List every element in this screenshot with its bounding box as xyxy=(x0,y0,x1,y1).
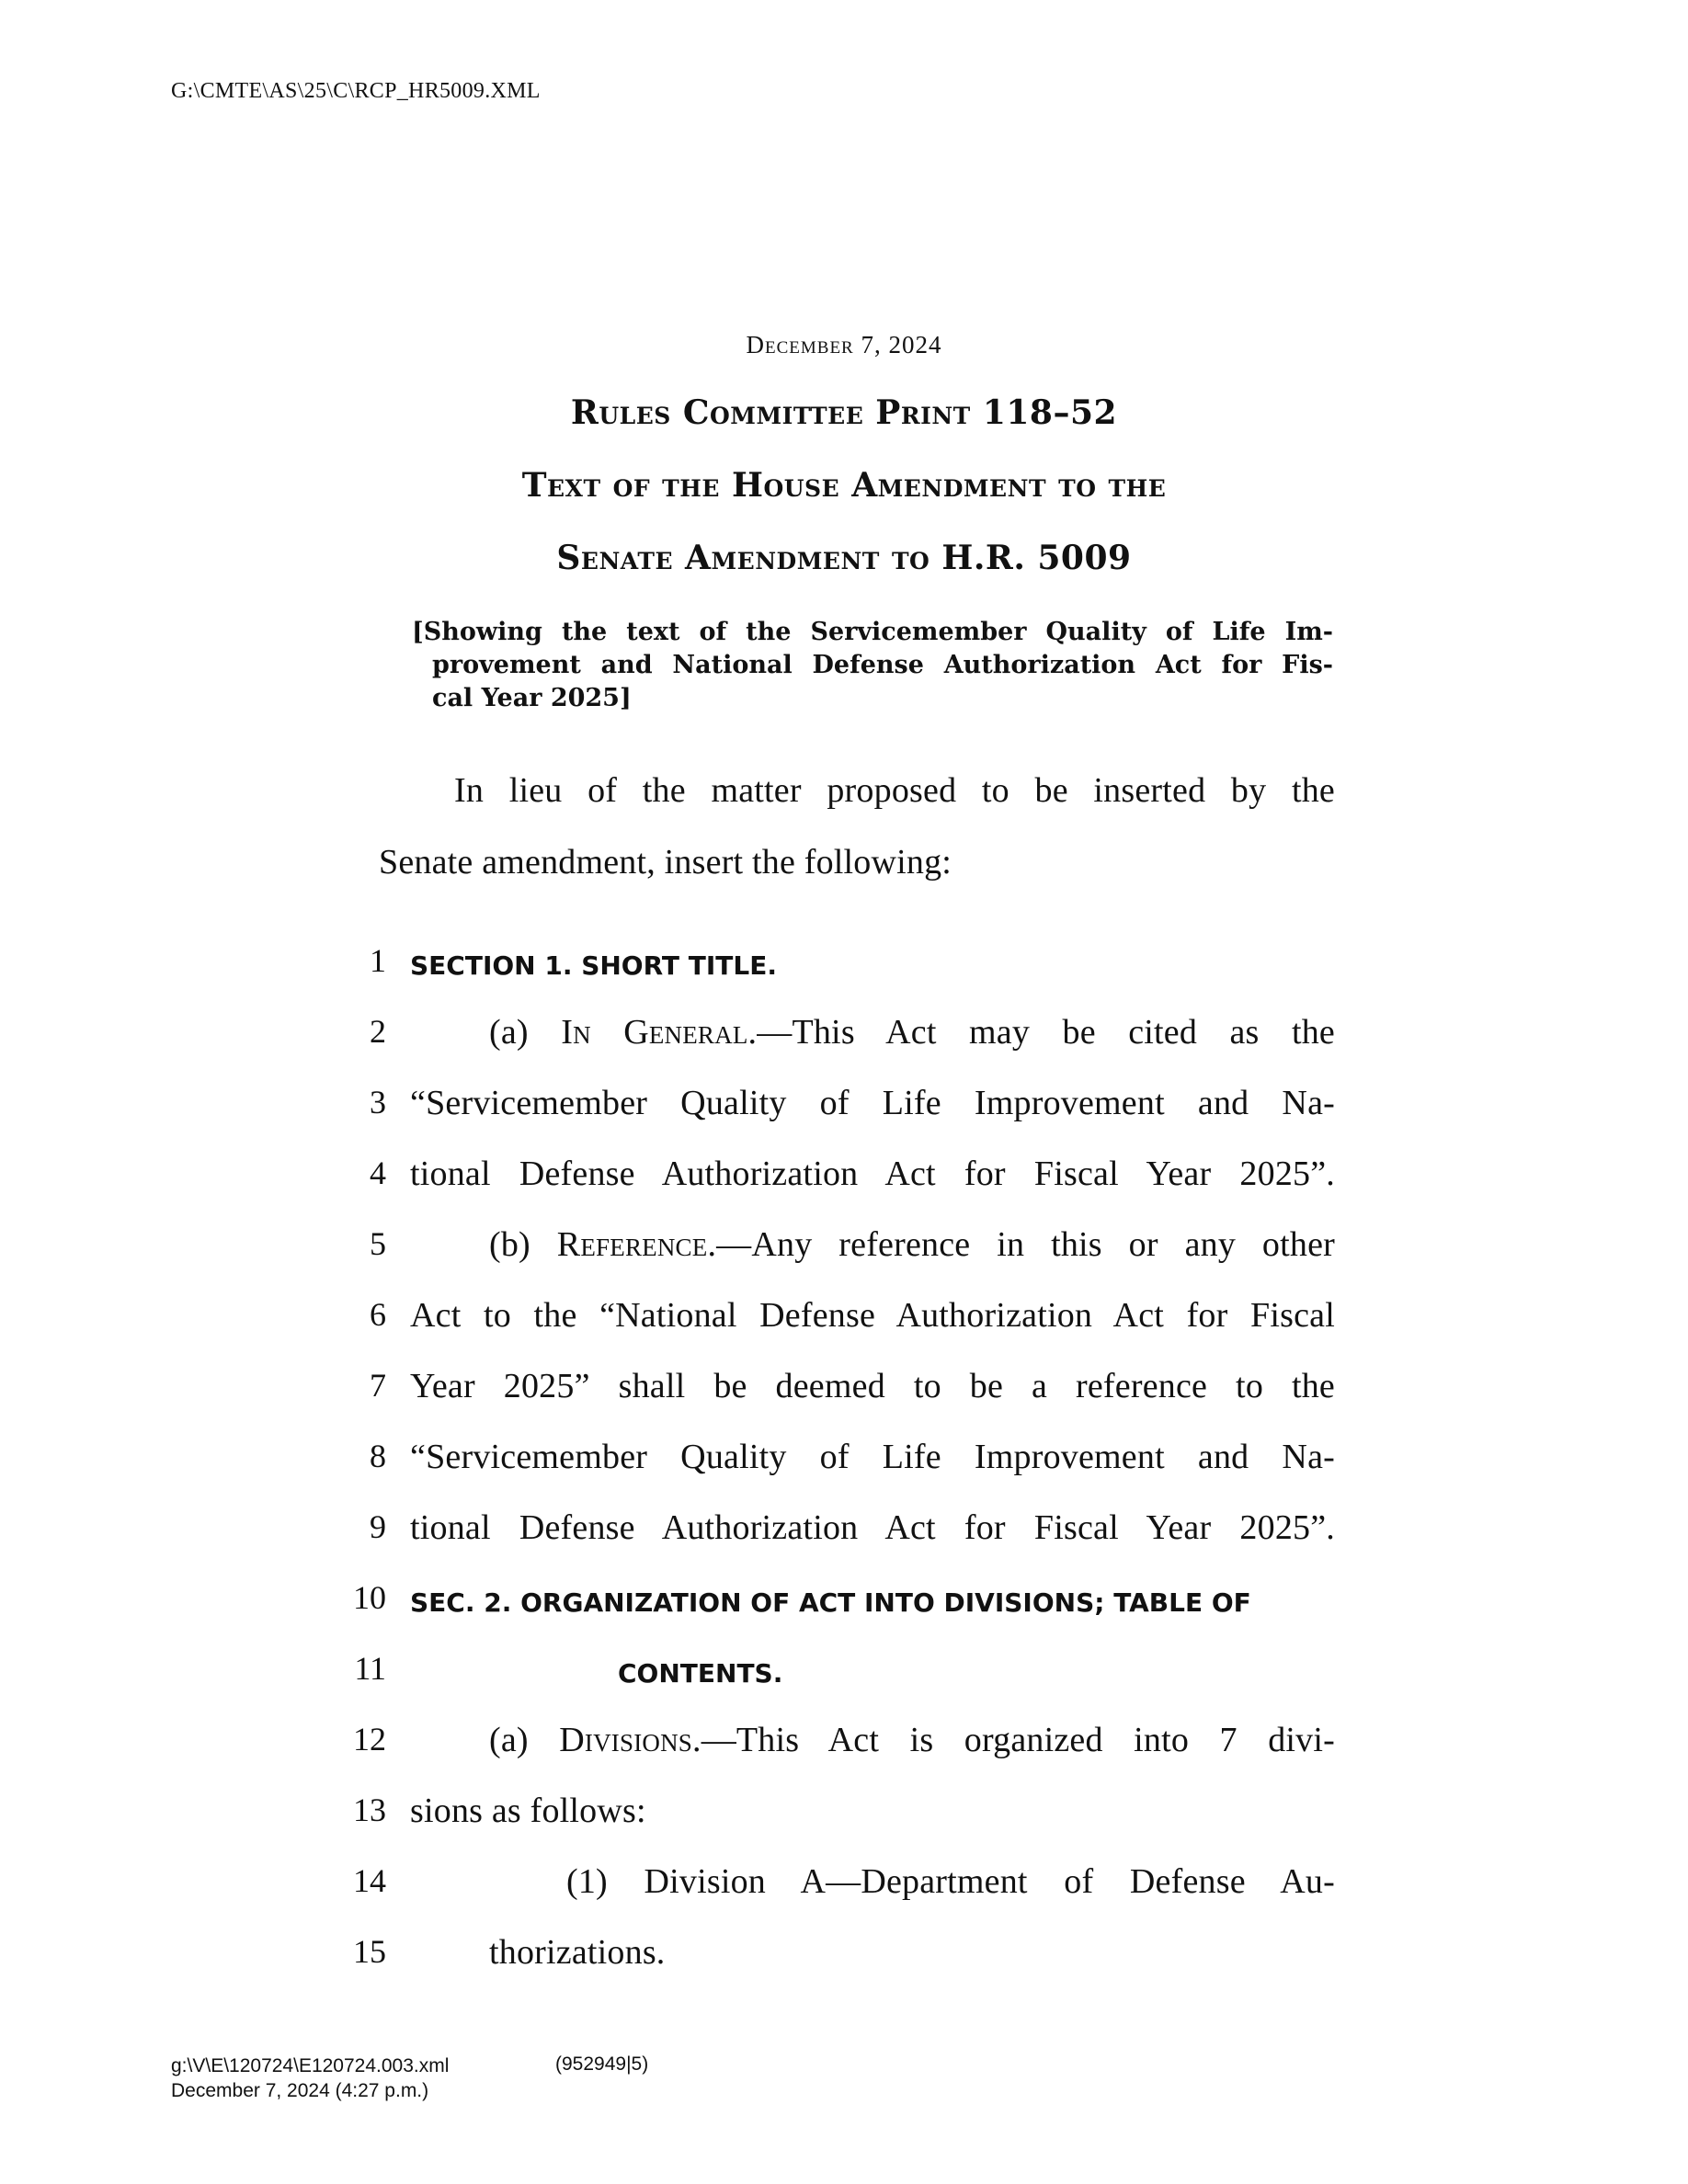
line-number: 7 xyxy=(370,1367,386,1404)
body-line-text: .—Any reference in this or any other xyxy=(707,1225,1336,1264)
body-line xyxy=(489,1224,1335,1265)
bracket-note-line-3: cal Year 2025] xyxy=(432,684,632,712)
body-line: sions as follows: xyxy=(410,1792,646,1830)
subsection-label: (a) xyxy=(489,1721,560,1759)
body-line: (1) Division A—Department of Defense Au- xyxy=(566,1862,1335,1901)
body-line xyxy=(489,1720,1335,1760)
line-number: 3 xyxy=(370,1084,386,1120)
body-line-text: .—This Act is organized into 7 divi- xyxy=(692,1721,1335,1759)
print-date: December 7, 2024 xyxy=(746,331,942,358)
footer-info xyxy=(171,2053,449,2103)
bracket-note-line-1: [Showing the text of the Servicemember Quality of Life Im- xyxy=(412,618,1333,646)
bracket-note xyxy=(412,616,1333,715)
bracket-note-line-2: provement and National Defense Authorization Act for Fis- xyxy=(432,651,1333,679)
line-number: 13 xyxy=(353,1792,386,1828)
footer-code: (952949|5) xyxy=(555,2053,649,2075)
title-line-1: Rules Committee Print 118–52 xyxy=(570,393,1118,432)
subsection-heading: In General xyxy=(561,1013,748,1052)
body-line: “Servicemember Quality of Life Improvement and Na- xyxy=(410,1084,1335,1122)
body-line: tional Defense Authorization Act for Fiscal Year 2025”. xyxy=(410,1508,1335,1547)
line-number: 10 xyxy=(353,1579,386,1616)
body-line: Act to the “National Defense Authorization Act for Fiscal xyxy=(410,1296,1335,1335)
body-line-text: .—This Act may be cited as the xyxy=(747,1013,1335,1052)
line-number: 9 xyxy=(370,1508,386,1545)
line-number: 5 xyxy=(370,1225,386,1262)
line-number: 1 xyxy=(370,942,386,979)
subsection-heading: Divisions xyxy=(559,1721,692,1759)
line-number: 12 xyxy=(353,1721,386,1757)
body-line: “Servicemember Quality of Life Improvement and Na- xyxy=(410,1438,1335,1476)
footer-file-ref: g:\V\E\120724\E120724.003.xml xyxy=(171,2055,450,2076)
title-line-3: Senate Amendment to H.R. 5009 xyxy=(556,539,1132,577)
line-number: 2 xyxy=(370,1013,386,1050)
body-line xyxy=(489,1012,1335,1052)
section-heading-continued: CONTENTS. xyxy=(618,1658,783,1689)
file-path-header: G:\CMTE\AS\25\C\RCP_HR5009.XML xyxy=(171,79,541,103)
intro-line-1: In lieu of the matter proposed to be inserted by the xyxy=(454,771,1335,810)
line-number: 11 xyxy=(354,1650,386,1687)
subsection-label: (b) xyxy=(489,1225,557,1264)
body-line: Year 2025” shall be deemed to be a reference to the xyxy=(410,1367,1335,1405)
line-number: 4 xyxy=(370,1155,386,1191)
subsection-heading: Reference xyxy=(556,1225,708,1264)
section-heading: SEC. 2. ORGANIZATION OF ACT INTO DIVISIONS; TABLE OF xyxy=(410,1587,1251,1618)
line-number: 14 xyxy=(353,1862,386,1899)
body-line: thorizations. xyxy=(489,1933,666,1972)
line-number: 15 xyxy=(353,1933,386,1970)
body-line: tional Defense Authorization Act for Fiscal Year 2025”. xyxy=(410,1155,1335,1193)
title-line-2: Text of the House Amendment to the xyxy=(521,466,1167,505)
subsection-label: (a) xyxy=(489,1013,562,1052)
line-number: 6 xyxy=(370,1296,386,1333)
intro-line-2: Senate amendment, insert the following: xyxy=(379,843,952,882)
footer-timestamp: December 7, 2024 (4:27 p.m.) xyxy=(171,2080,429,2101)
line-number: 8 xyxy=(370,1438,386,1474)
section-heading: SECTION 1. SHORT TITLE. xyxy=(410,950,777,981)
